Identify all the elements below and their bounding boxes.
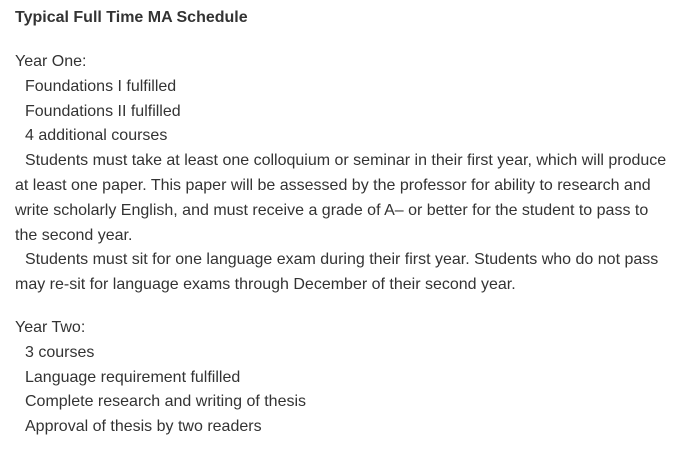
year-one-section	[15, 50, 673, 298]
year-two-item: Approval of thesis by two readers	[25, 418, 262, 436]
year-two-heading: Year Two:	[15, 318, 86, 336]
year-one-heading: Year One:	[15, 53, 87, 70]
year-one-item: 4 additional courses	[25, 127, 168, 145]
year-two-item: Language requirement fulfilled	[25, 368, 241, 386]
year-one-paragraph: Students must take at least one colloquium or seminar in their first year, which will produce at least one paper. This paper will be assessed by the professor for ability to research and write scholarly English, and must receive a grade of A– or better for the student to pass to the second year.	[15, 152, 667, 244]
year-two-item: Complete research and writing of thesis	[25, 393, 307, 411]
year-two-section	[15, 316, 673, 440]
year-one-item: Foundations II fulfilled	[25, 102, 181, 120]
year-one-paragraph: Students must sit for one language exam during their first year. Students who do not pass may re-sit for language exams through December of their second year.	[15, 251, 659, 294]
year-two-item: 3 courses	[25, 343, 95, 361]
document-title: Typical Full Time MA Schedule	[15, 9, 248, 26]
year-one-item: Foundations I fulfilled	[25, 77, 177, 95]
